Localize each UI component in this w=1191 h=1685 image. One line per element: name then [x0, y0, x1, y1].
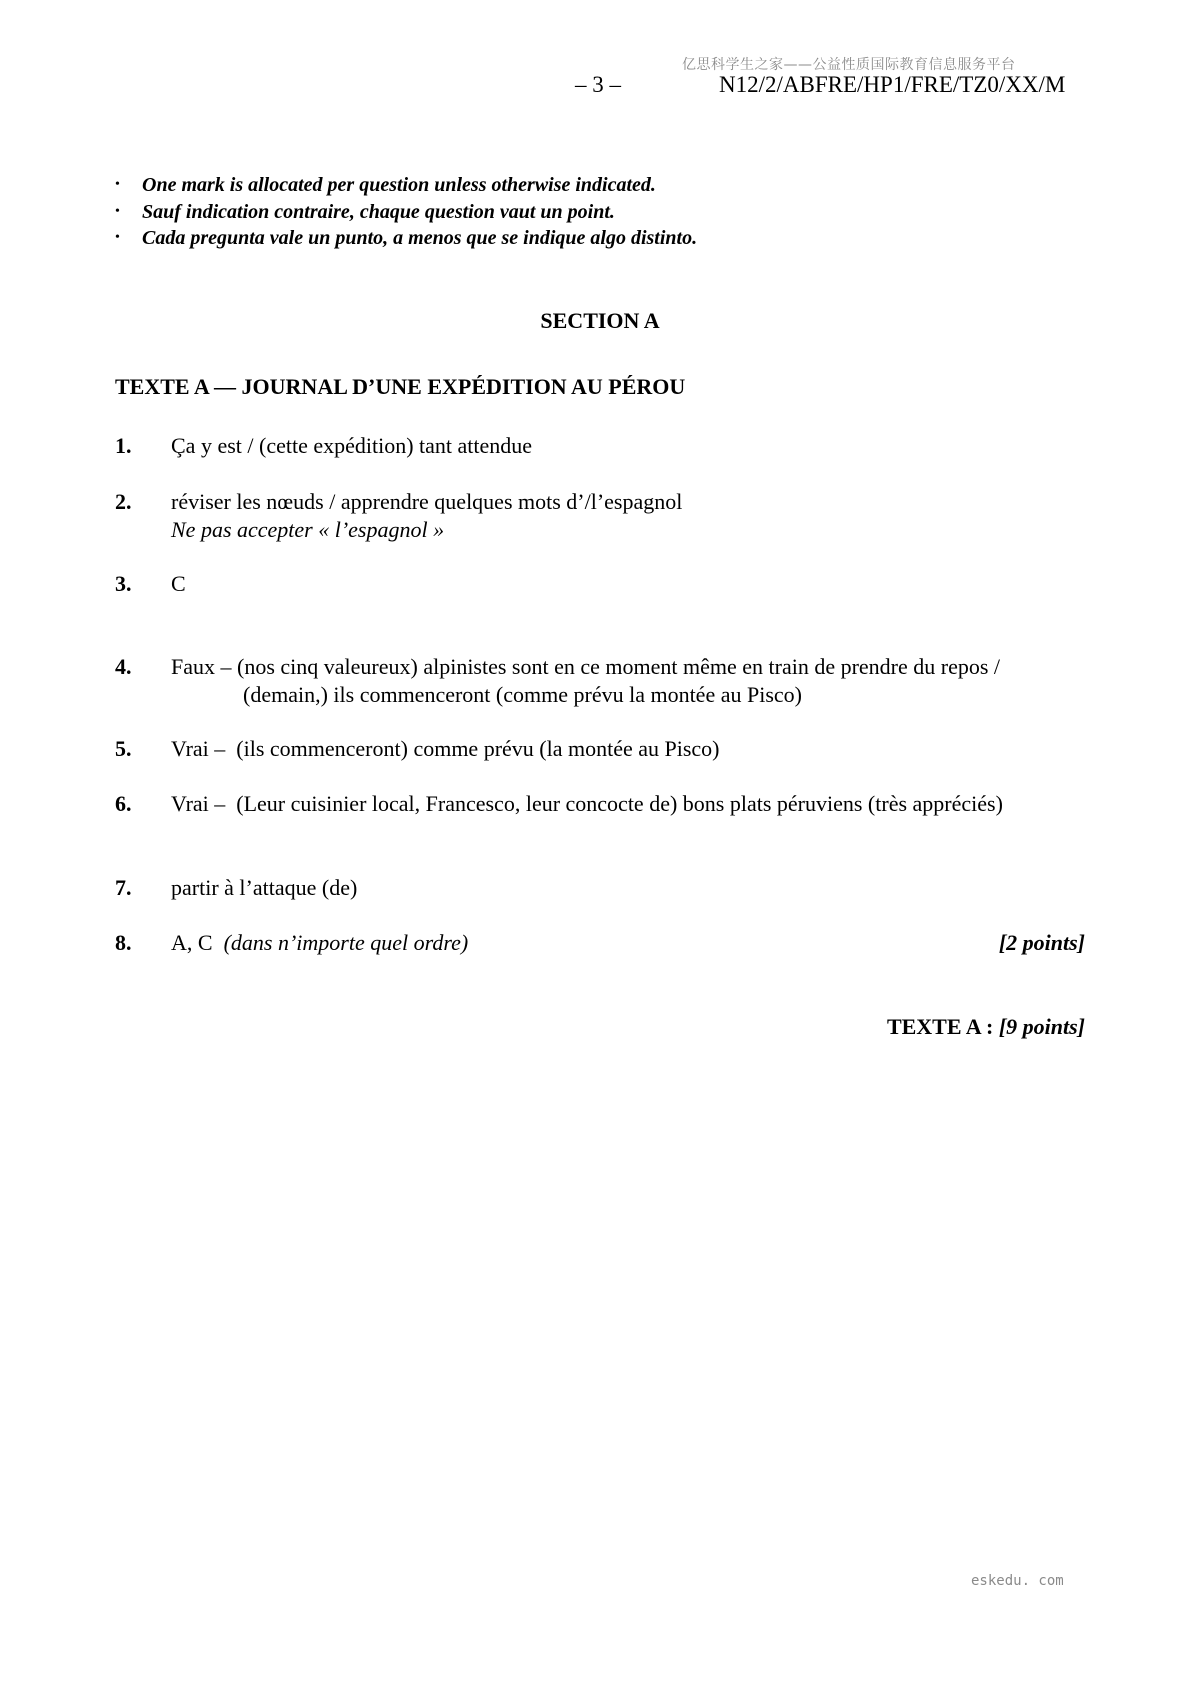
answer-text: (ils commenceront) comme prévu (la montée au Pisco): [236, 736, 720, 761]
paper-code: N12/2/ABFRE/HP1/FRE/TZ0/XX/M: [719, 72, 1066, 97]
instruction-text: Cada pregunta vale un punto, a menos que se indique algo distinto.: [142, 227, 698, 249]
question-number: 3.: [115, 571, 132, 596]
answer: [171, 735, 1085, 763]
true-false-label: Vrai –: [171, 791, 226, 816]
text-title: TEXTE A — JOURNAL D’UNE EXPÉDITION AU PÉROU: [115, 374, 686, 399]
answer: [171, 929, 1085, 957]
true-false-label: Vrai –: [171, 736, 226, 761]
page-number: – 3 –: [575, 72, 621, 97]
text-total: [887, 1014, 1085, 1040]
answer-text: réviser les nœuds / apprendre quelques mots d’/l’espagnol: [171, 489, 683, 514]
instruction-english: [113, 172, 697, 199]
instruction-spanish: [113, 225, 697, 252]
answer-order-note: (dans n’importe quel ordre): [223, 930, 469, 955]
question-number: 2.: [115, 489, 132, 514]
answer-text: C: [171, 571, 186, 596]
question-points: [2 points]: [998, 930, 1085, 955]
answer-text: (Leur cuisinier local, Francesco, leur concocte de) bons plats péruviens (très appréciés): [236, 791, 1003, 816]
instruction-text: Sauf indication contraire, chaque question vaut un point.: [142, 200, 615, 223]
answer: [171, 874, 1085, 902]
marking-instructions: [113, 172, 697, 252]
answer: [171, 432, 1085, 460]
answer-text: partir à l’attaque (de): [171, 875, 358, 900]
true-false-label: Faux –: [171, 654, 232, 679]
total-label: TEXTE A :: [886, 1014, 994, 1039]
question-number: 7.: [115, 875, 132, 900]
watermark-footer: eskedu. com: [971, 1573, 1064, 1589]
instruction-french: [113, 199, 697, 226]
question-number: 6.: [115, 791, 132, 816]
question-number: 4.: [115, 654, 132, 679]
answer: [171, 790, 1085, 818]
answer: [171, 653, 1085, 709]
answer-continuation: (demain,) ils commenceront (comme prévu la montée au Pisco): [243, 682, 802, 707]
instruction-text: One mark is allocated per question unless otherwise indicated.: [142, 174, 656, 196]
section-title: SECTION A: [540, 308, 660, 333]
bullet-icon: •: [115, 177, 120, 192]
answer-text: A, C: [171, 930, 213, 955]
question-number: 1.: [115, 433, 132, 458]
answer-text: (nos cinq valeureux) alpinistes sont en ce moment même en train de prendre du repos /: [237, 654, 1001, 679]
bullet-icon: •: [115, 230, 120, 245]
answer: [171, 570, 1085, 598]
bullet-icon: •: [115, 203, 120, 219]
answer-text: Ça y est / (cette expédition) tant attendue: [171, 433, 533, 458]
answer-note: Ne pas accepter « l’espagnol »: [171, 517, 445, 542]
question-number: 5.: [115, 736, 132, 761]
watermark-header: 亿思科学生之家——公益性质国际教育信息服务平台: [682, 57, 1016, 73]
answer: [171, 488, 1085, 544]
total-points: [9 points]: [998, 1014, 1085, 1039]
question-number: 8.: [115, 930, 132, 955]
